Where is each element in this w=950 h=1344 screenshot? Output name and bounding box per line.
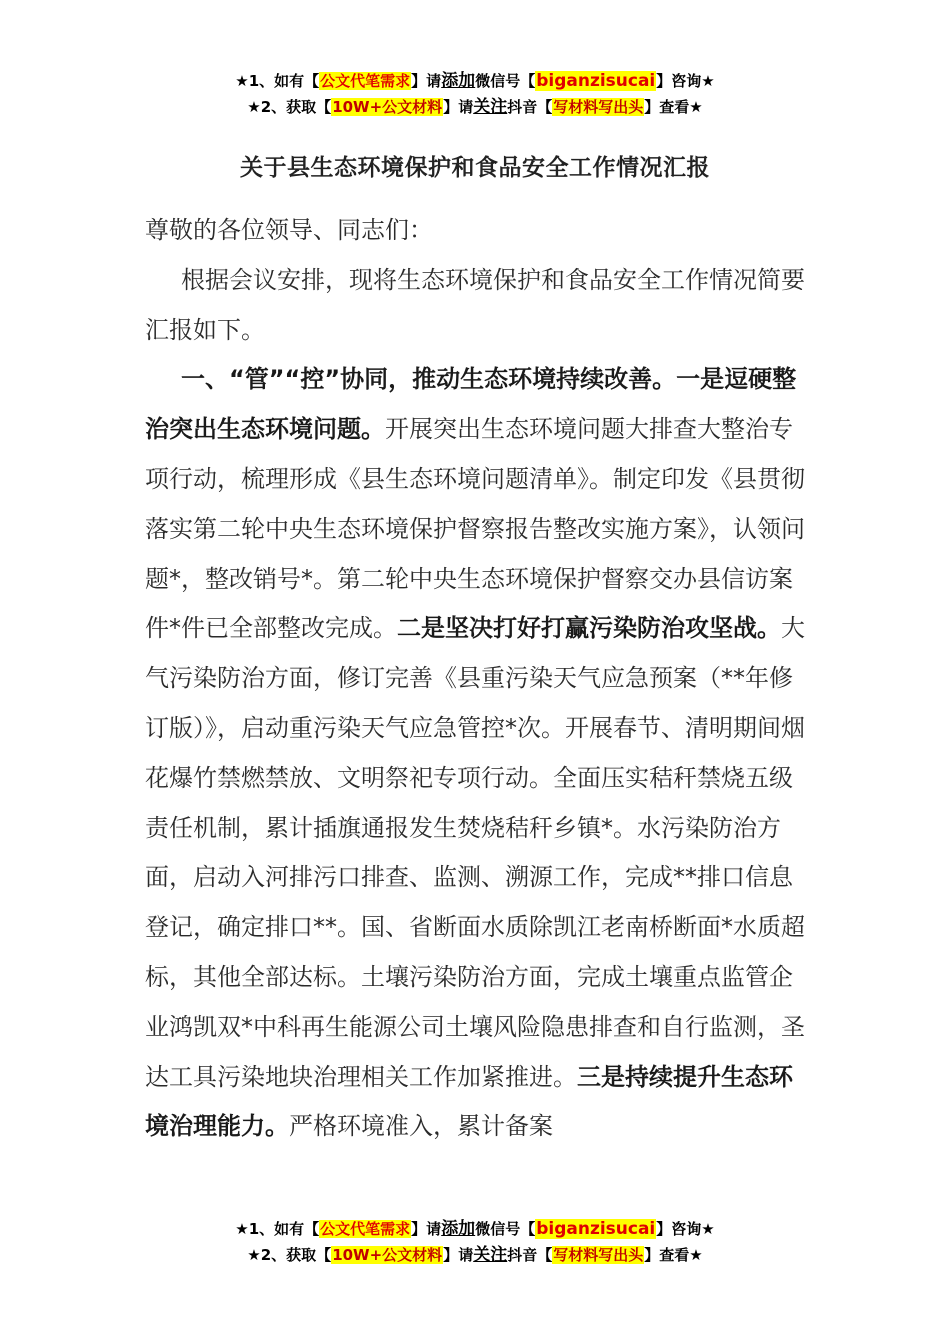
section-1-heading: 一、“管”“控”协同，推动生态环境持续改善。 [181,365,677,394]
point-3-label: 三是持续提升生态环境治理能力。 [145,1062,793,1141]
intro-paragraph: 根据会议安排，现将生态环境保护和食品安全工作情况简要汇报如下。 [145,265,805,344]
highlight-wechat-id: biganzisucai [536,71,656,91]
document-body [145,206,807,1152]
highlight-douyin: 写材料写出头 [553,98,644,116]
promo-banner-bottom [0,1216,950,1268]
highlight-materials: 10W+公文材料 [332,98,443,116]
point-3-text: 严格环境准入，累计备案 [289,1112,553,1141]
underline-add: 添加 [441,1219,476,1239]
highlight-materials: 10W+公文材料 [332,1246,443,1264]
promo-banner-top [0,68,950,120]
document-title: 关于县生态环境保护和食品安全工作情况汇报 [240,155,710,181]
section-1-paragraph [145,355,807,1152]
highlight-service: 公文代笔需求 [320,72,411,90]
highlight-wechat-id: biganzisucai [536,1219,656,1239]
promo-line-2: ★2、获取【10W+公文材料】请关注抖音【写材料写出头】查看★ [247,97,703,117]
underline-follow: 关注 [473,97,508,117]
promo-line-1: ★1、如有【公文代笔需求】请添加微信号【biganzisucai】咨询★ [235,71,715,91]
highlight-douyin: 写材料写出头 [553,1246,644,1264]
highlight-service: 公文代笔需求 [320,1220,411,1238]
point-2-text: 大气污染防治方面，修订完善《县重污染天气应急预案（**年修订版）》，启动重污染天气应急管控*次。开展春节、清明期间烟花爆竹禁燃禁放、文明祭祀专项行动。全面压实秸秆禁烧五级责任机制，累计插旗通报发生焚烧秸秆乡镇*。水污染防治方面，启动入河排污口排查、监测、溯源工作，完成**排口信息登记，确定排口**。国、省断面水质除凯江老南桥断面*水质超标，其他全部达标。土壤污染防治方面，完成土壤重点监管企业鸿凯双*中科再生能源公司土壤风险隐患排查和自行监测，圣达工具污染地块治理相关工作加紧推进。 [145,614,805,1091]
underline-follow: 关注 [473,1245,508,1265]
point-1-text: 开展突出生态环境问题大排查大整治专项行动，梳理形成《县生态环境问题清单》。制定印发《县贯彻落实第二轮中央生态环境保护督察报告整改实施方案》，认领问题*，整改销号*。第二轮中央生态环境保护督察交办县信访案件*件已全部整改完成。 [145,415,805,643]
point-1-label: 一是逗硬整治突出生态环境问题。 [145,365,797,444]
point-2-label: 二是坚决打好打赢污染防治攻坚战。 [397,614,781,643]
salutation: 尊敬的各位领导、同志们： [145,216,433,244]
underline-add: 添加 [441,71,476,91]
promo-line-1: ★1、如有【公文代笔需求】请添加微信号【biganzisucai】咨询★ [235,1219,715,1239]
promo-line-2: ★2、获取【10W+公文材料】请关注抖音【写材料写出头】查看★ [247,1245,703,1265]
